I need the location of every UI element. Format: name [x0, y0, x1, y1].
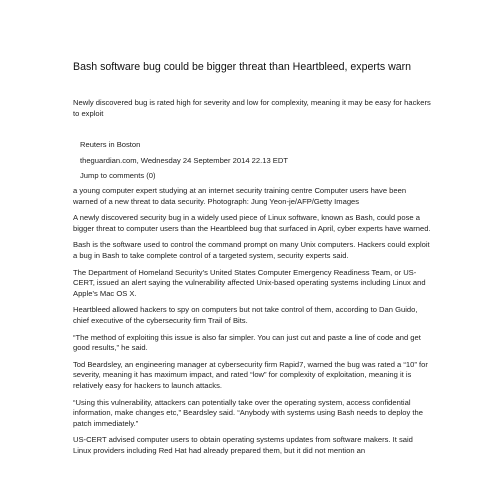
article-dateline: theguardian.com, Wednesday 24 September 2014 22.13 EDT [80, 156, 288, 165]
body-paragraph: Bash is the software used to control the command prompt on many Unix computers. Hackers could exploit a bug in Bash to take complete control of a targeted system, security experts said. [73, 240, 430, 260]
body-paragraph: Tod Beardsley, an engineering manager at cybersecurity firm Rapid7, warned the bug was rated a “10” for severity, meaning it has maximum impact, and rated “low” for complexity of exploitation, meaning it is relatively easy for hackers to launch attacks. [73, 359, 428, 390]
jump-to-comments-link[interactable]: Jump to comments (0) [80, 171, 156, 180]
photo-caption: a young computer expert studying at an internet security training centre Computer users have been warned of a new threat to data security. Photograph: Jung Yeon-je/AFP/Getty Images [73, 186, 407, 206]
article-standfirst: Newly discovered bug is rated high for severity and low for complexity, meaning it may be easy for hackers to exploit [73, 98, 431, 118]
body-paragraph: A newly discovered security bug in a widely used piece of Linux software, known as Bash, could pose a bigger threat to computer users than the Heartbleed bug that surfaced in April, cyber experts have warned. [73, 213, 431, 233]
body-paragraph: “Using this vulnerability, attackers can potentially take over the operating system, access confidential information, make changes etc,” Beardsley said. “Anybody with systems using Bash needs to deploy the patch immediately.” [73, 397, 423, 428]
article-body [73, 186, 431, 462]
body-paragraph: US-CERT advised computer users to obtain operating systems updates from software makers. It said Linux providers including Red Hat had already prepared them, but it did not mention an [73, 435, 413, 455]
body-paragraph: The Department of Homeland Security’s United States Computer Emergency Readiness Team, or US-CERT, issued an alert saying the vulnerability affected Unix-based operating systems including Linux and Apple’s Mac OS X. [73, 267, 426, 298]
article-byline: Reuters in Boston [80, 140, 141, 149]
body-paragraph: “The method of exploiting this issue is also far simpler. You can just cut and paste a line of code and get good results,” he said. [73, 332, 421, 353]
article-headline: Bash software bug could be bigger threat than Heartbleed, experts warn [73, 61, 412, 73]
body-paragraph: Heartbleed allowed hackers to spy on computers but not take control of them, according to Dan Guido, chief executive of the cybersecurity firm Trail of Bits. [73, 305, 418, 325]
